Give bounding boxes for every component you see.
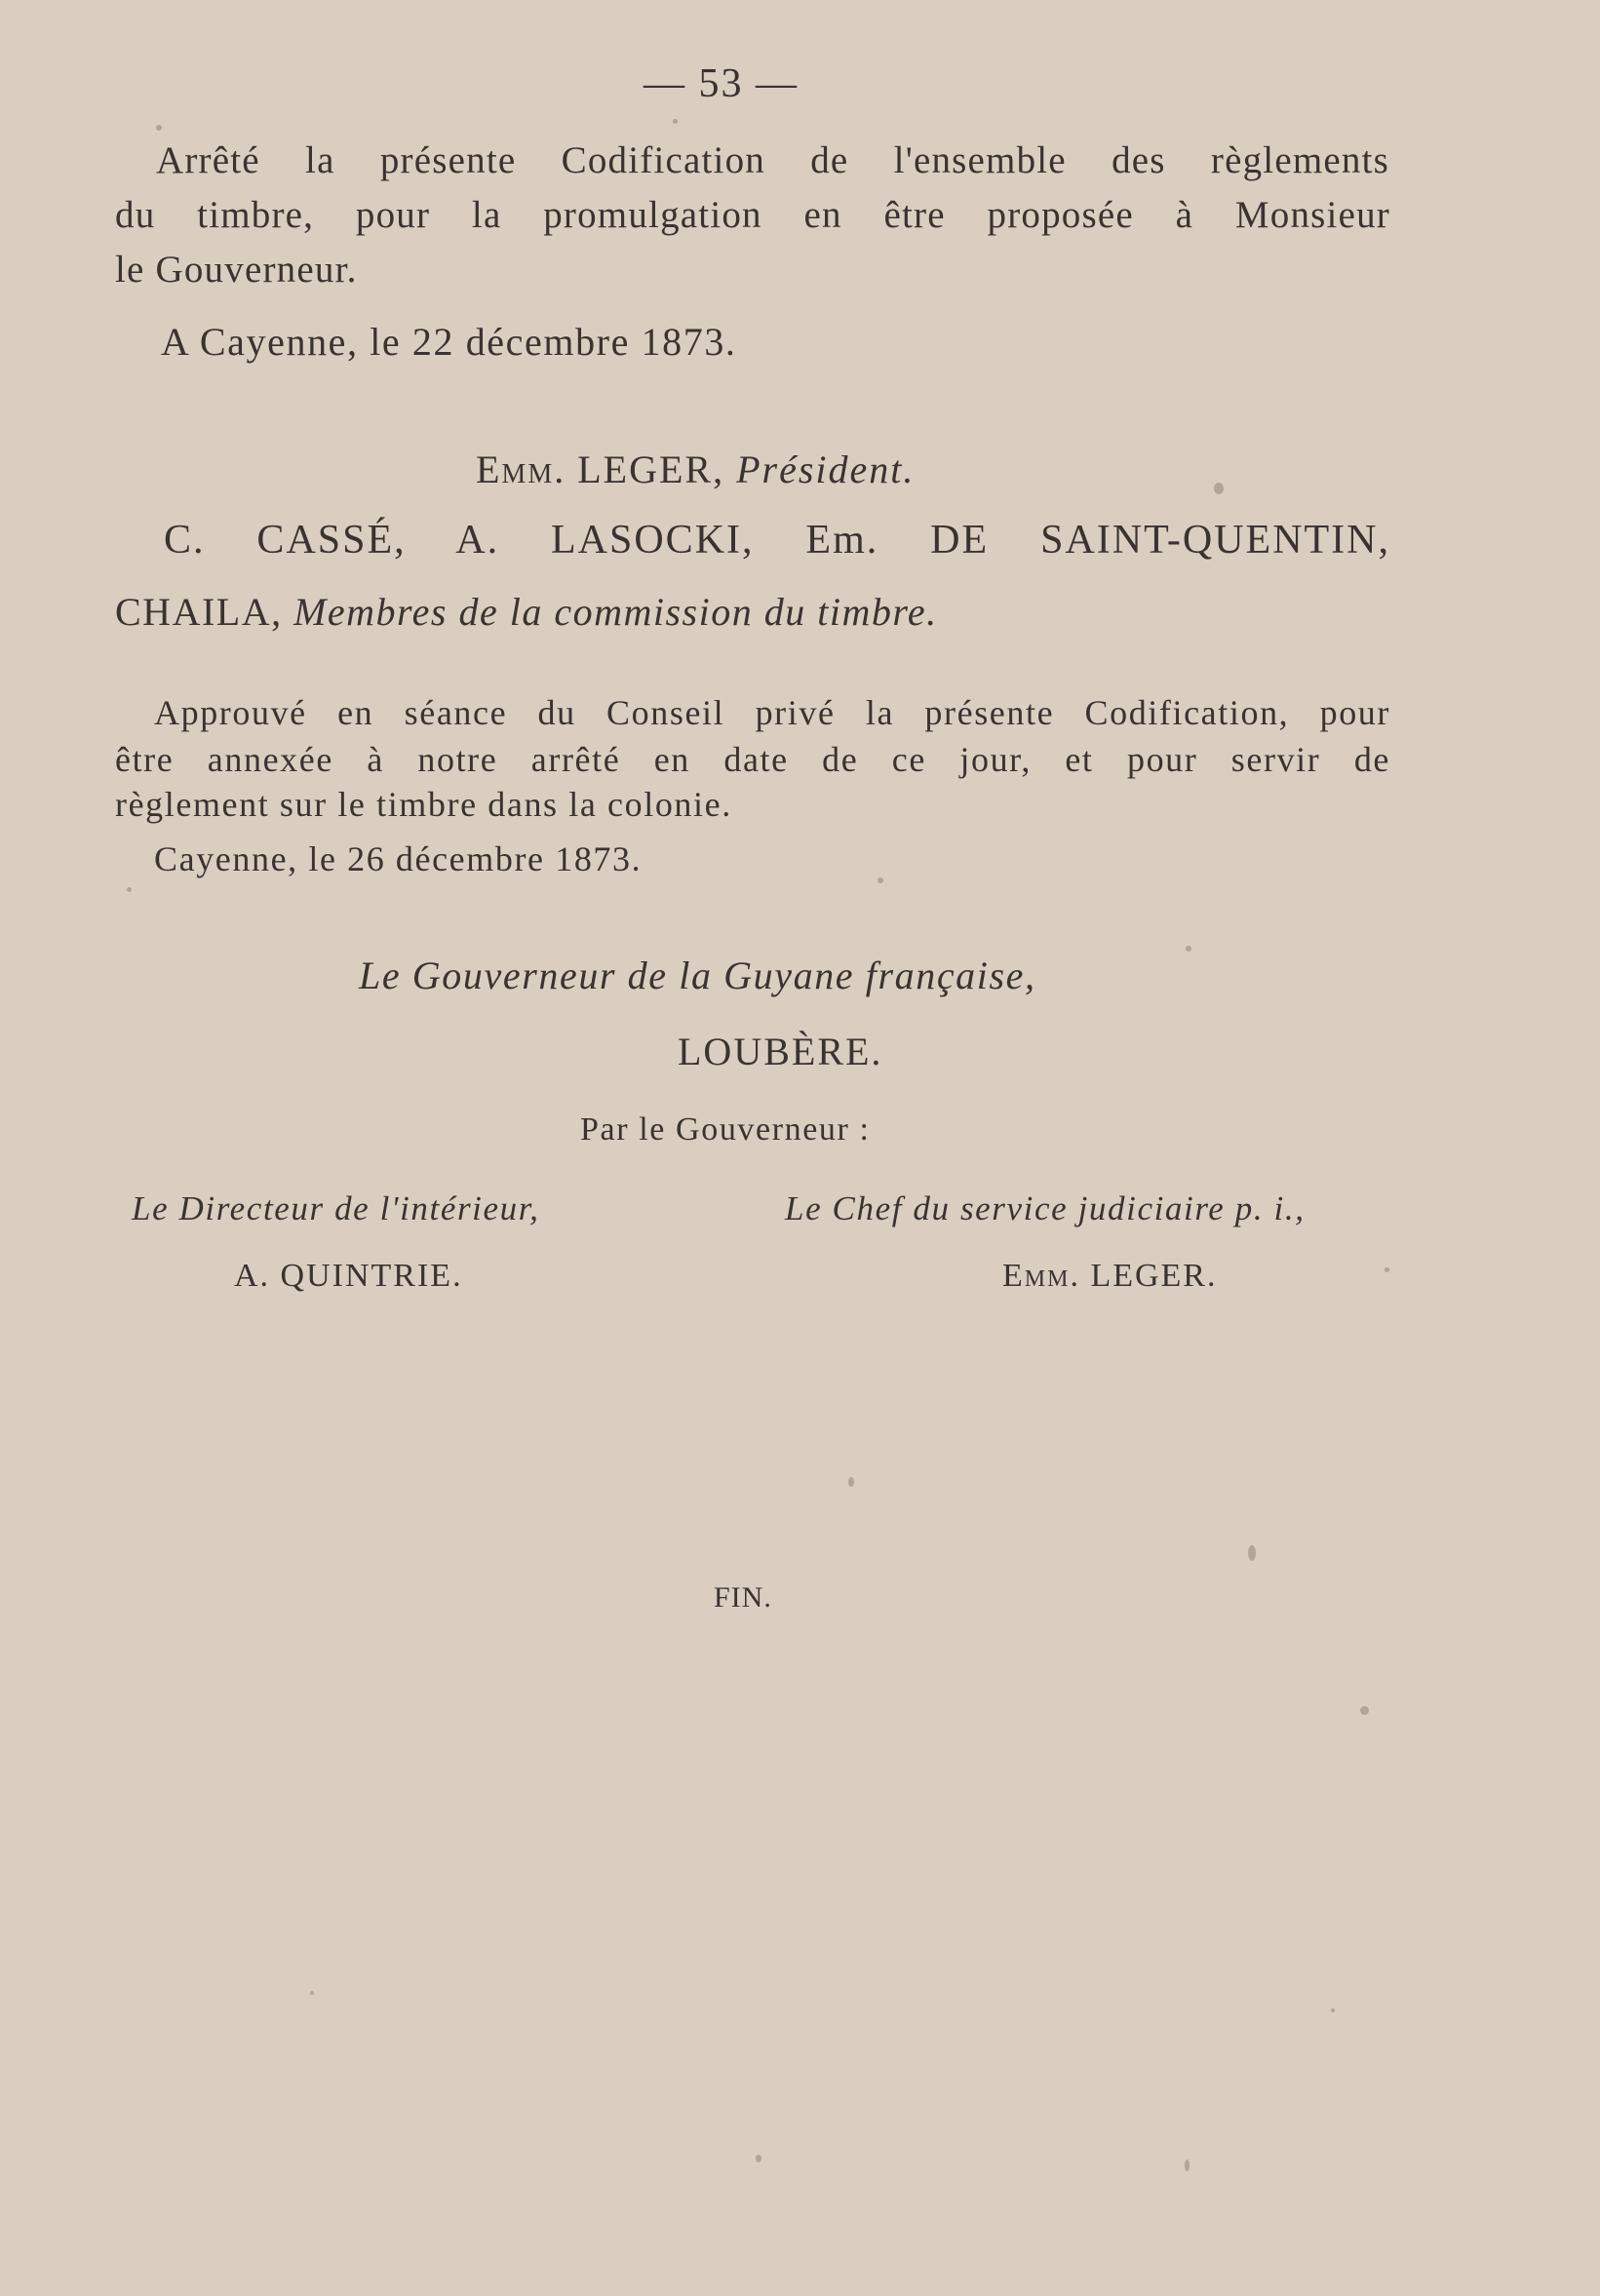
end-marker: FIN. — [714, 1581, 772, 1614]
chief-judicial-title: Le Chef du service judiciaire p. i., — [785, 1189, 1306, 1227]
approval-line-1: Approuvé en séance du Conseil privé la présente Codification, pour — [154, 693, 1390, 732]
paper-speck — [156, 125, 162, 131]
approval-line-3: règlement sur le timbre dans la colonie. — [115, 785, 732, 824]
approval-date: Cayenne, le 26 décembre 1873. — [154, 839, 643, 878]
page-number: — 53 — — [644, 61, 799, 106]
members-title: Membres de la commission du timbre. — [293, 590, 938, 634]
paper-speck — [673, 119, 678, 124]
resolution-line-1: Arrêté la présente Codification de l'ensemble des règlements — [156, 139, 1389, 181]
members-line-2 — [115, 589, 938, 635]
governor-title: Le Gouverneur de la Guyane française, — [359, 953, 1036, 997]
paper-speck — [756, 2155, 761, 2162]
paper-speck — [1186, 946, 1191, 952]
governor-name: LOUBÈRE. — [678, 1030, 883, 1073]
president-signature — [476, 447, 915, 492]
chief-judicial-name: Emm. LEGER. — [1002, 1258, 1218, 1294]
members-line-1: C. CASSÉ, A. LASOCKI, Em. DE SAINT-QUENTIN, — [164, 518, 1390, 563]
paper-speck — [1214, 483, 1224, 494]
paper-speck — [1385, 1267, 1389, 1272]
paper-speck — [127, 887, 132, 892]
president-name: Emm. LEGER, — [476, 448, 725, 491]
director-interior-name: A. QUINTRIE. — [234, 1258, 463, 1294]
resolution-line-2: du timbre, pour la promulgation en être proposée à Monsieur — [115, 194, 1390, 236]
paper-speck — [1331, 2008, 1335, 2012]
director-interior-title: Le Directeur de l'intérieur, — [132, 1189, 540, 1227]
resolution-date: A Cayenne, le 22 décembre 1873. — [161, 320, 737, 364]
by-governor-label: Par le Gouverneur : — [580, 1111, 871, 1148]
paper-speck — [878, 877, 883, 883]
paper-speck — [848, 1477, 854, 1487]
paper-speck — [1185, 2160, 1190, 2171]
paper-speck — [1360, 1706, 1369, 1715]
paper-speck — [1248, 1545, 1256, 1561]
approval-line-2: être annexée à notre arrêté en date de ce jour, et pour servir de — [115, 740, 1390, 779]
paper-speck — [310, 1991, 314, 1995]
members-name-chaila: CHAILA, — [115, 590, 283, 634]
resolution-line-3: le Gouverneur. — [115, 249, 358, 291]
president-title: Président. — [736, 448, 916, 491]
